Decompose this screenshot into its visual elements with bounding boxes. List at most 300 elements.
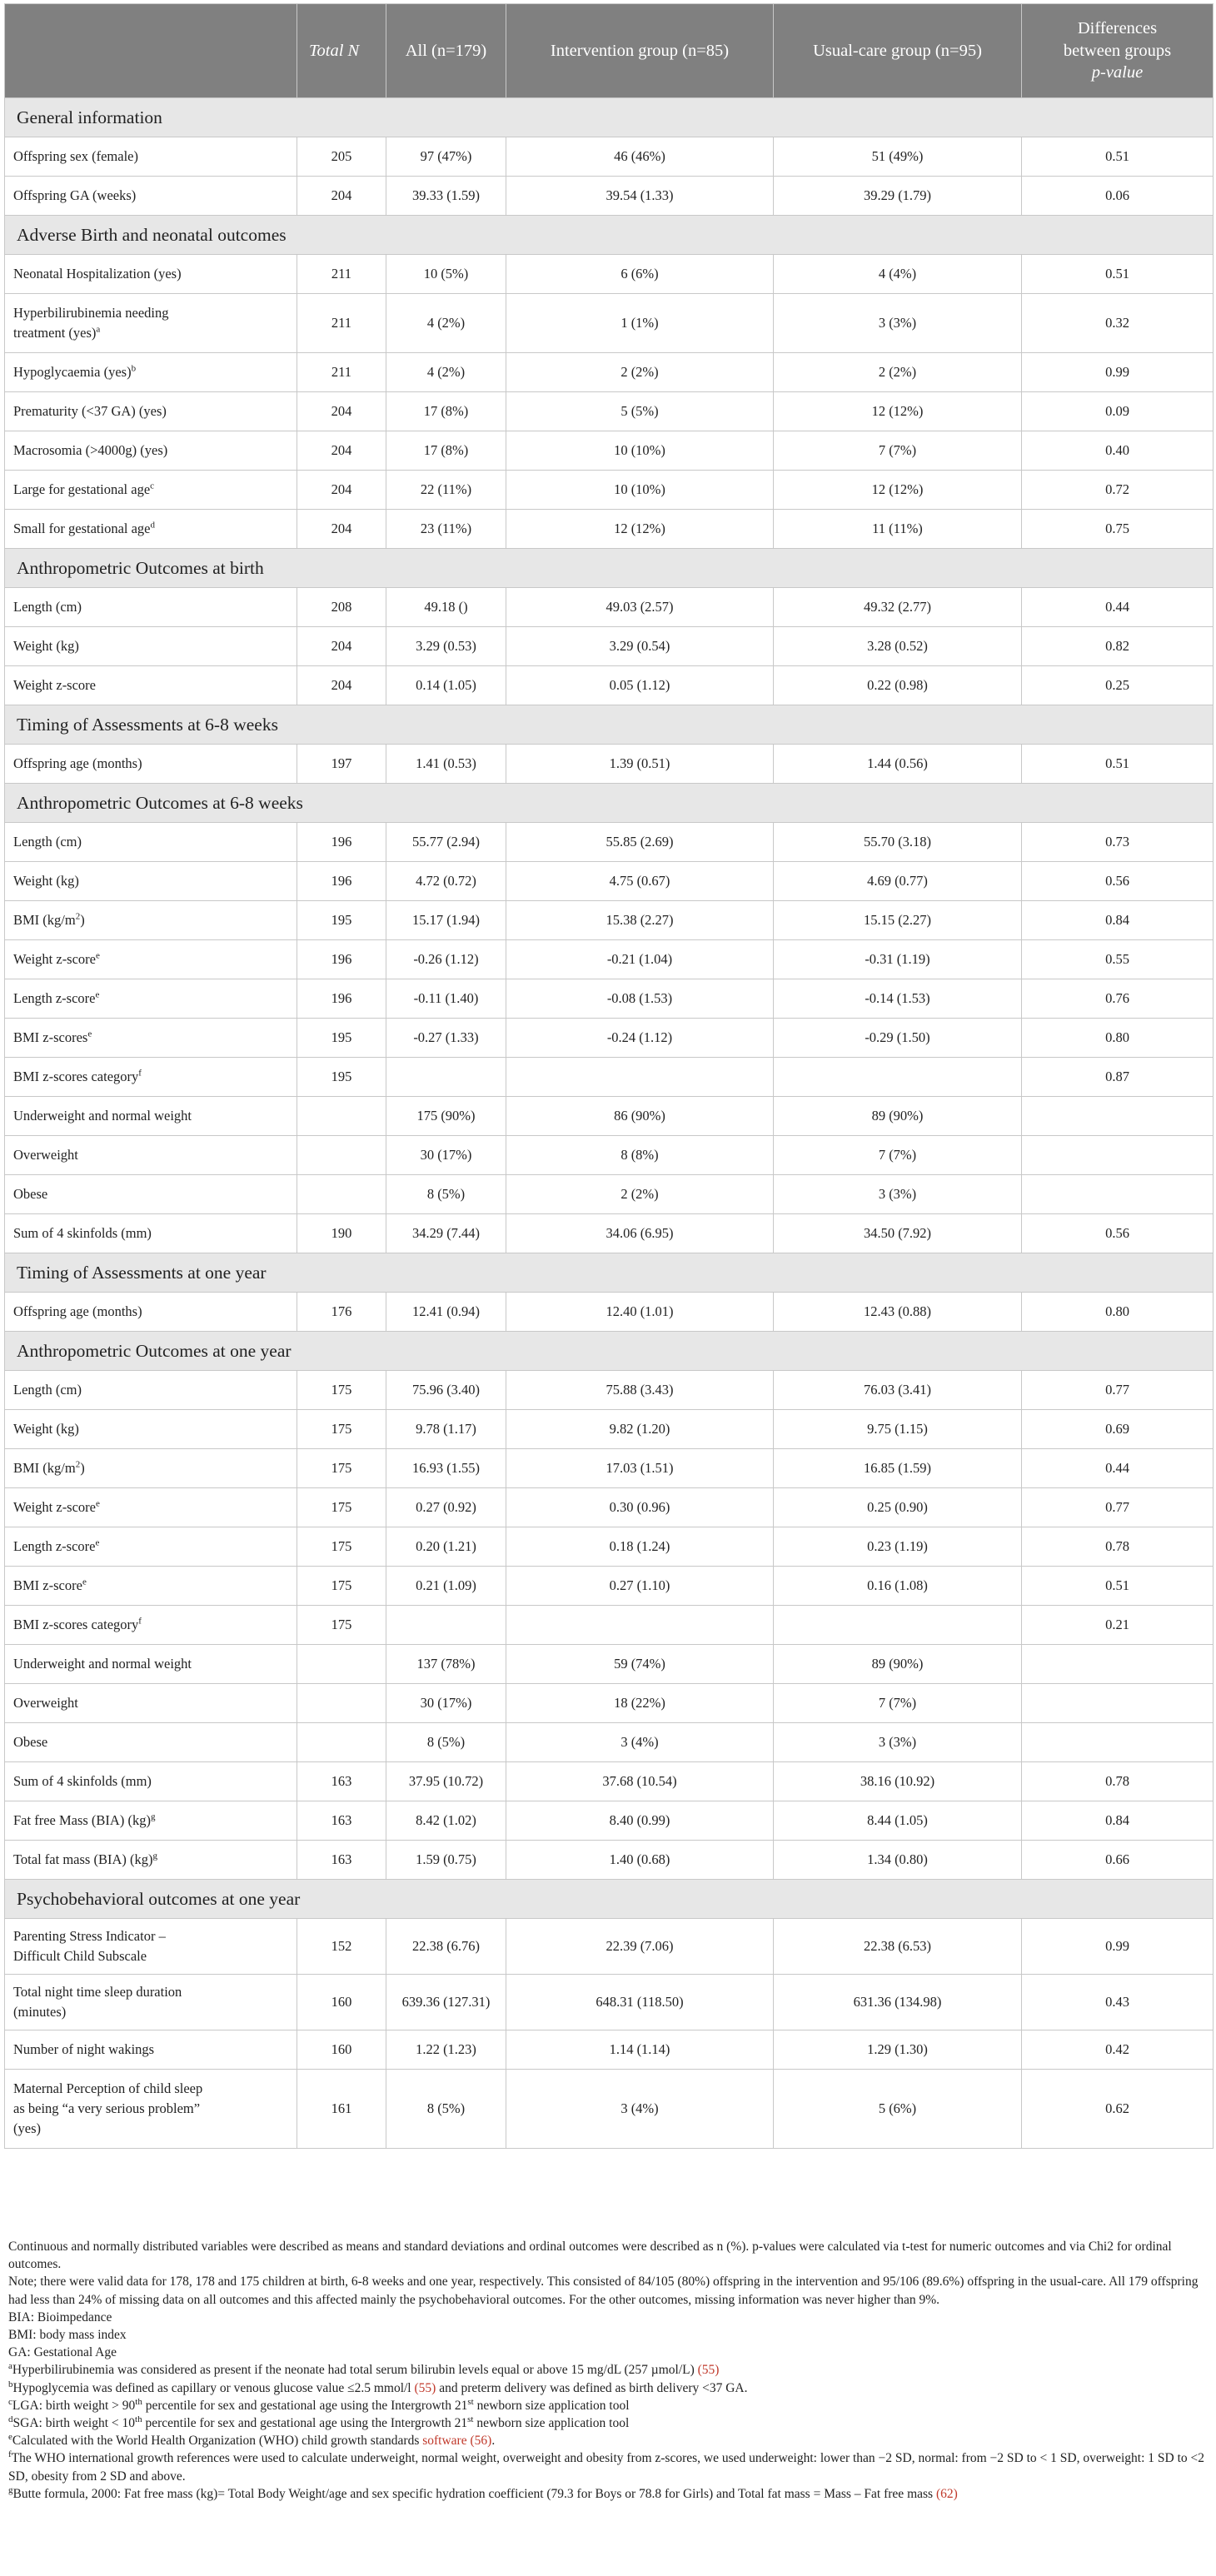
cell-total-n: 204 [297, 666, 386, 705]
cell-intervention: 4.75 (0.67) [506, 862, 774, 901]
cell-p-value: 0.55 [1022, 940, 1214, 979]
cell-all [386, 1058, 506, 1097]
cell-all: 16.93 (1.55) [386, 1449, 506, 1488]
cell-usual-care: 5 (6%) [774, 2070, 1022, 2149]
cell-p-value: 0.44 [1022, 1449, 1214, 1488]
cell-usual-care: 1.34 (0.80) [774, 1841, 1022, 1880]
note-methods: Continuous and normally distributed variables were described as means and standard deviations and ordinal outcomes were described as n (%). p-values were calculated via t-test for numeric outcomes and via Chi2 for ordinal outcomes. [8, 2240, 1172, 2272]
cell-total-n: 160 [297, 1975, 386, 2030]
cell-usual-care: -0.14 (1.53) [774, 979, 1022, 1019]
table-row [5, 1410, 1214, 1449]
cell-p-value: 0.51 [1022, 1567, 1214, 1606]
cell-intervention: 37.68 (10.54) [506, 1762, 774, 1801]
cell-total-n: 195 [297, 1058, 386, 1097]
cell-total-n: 197 [297, 745, 386, 784]
cell-intervention: 10 (10%) [506, 471, 774, 510]
section-header-row [5, 1253, 1214, 1293]
cell-total-n: 205 [297, 137, 386, 177]
row-label: Sum of 4 skinfolds (mm) [5, 1762, 297, 1801]
cell-p-value: 0.78 [1022, 1762, 1214, 1801]
table-row [5, 1975, 1214, 2030]
cell-total-n: 204 [297, 627, 386, 666]
cell-intervention: 5 (5%) [506, 392, 774, 431]
cell-p-value: 0.42 [1022, 2030, 1214, 2070]
row-label: Weight z-score$^e$ [5, 940, 297, 979]
cell-total-n: 163 [297, 1841, 386, 1880]
table-row [5, 979, 1214, 1019]
cell-intervention: 2 (2%) [506, 353, 774, 392]
cell-intervention: 1.14 (1.14) [506, 2030, 774, 2070]
cell-intervention: 6 (6%) [506, 255, 774, 294]
cell-p-value: 0.44 [1022, 588, 1214, 627]
cell-p-value [1022, 1645, 1214, 1684]
row-label: Total fat mass (BIA) (kg)$^g$ [5, 1841, 297, 1880]
section-header-row [5, 216, 1214, 255]
cell-p-value: 0.06 [1022, 177, 1214, 216]
cell-intervention: 9.82 (1.20) [506, 1410, 774, 1449]
cell-usual-care: 12.43 (0.88) [774, 1293, 1022, 1332]
table-row [5, 1449, 1214, 1488]
row-label: Total night time sleep duration (minutes) [5, 1975, 297, 2030]
cell-intervention: 8 (8%) [506, 1136, 774, 1175]
row-label: Overweight [5, 1136, 297, 1175]
cell-usual-care: 7 (7%) [774, 1136, 1022, 1175]
cell-total-n: 204 [297, 392, 386, 431]
cell-all: 4 (2%) [386, 294, 506, 353]
cell-total-n [297, 1645, 386, 1684]
row-label: Length (cm) [5, 1371, 297, 1410]
row-label: Weight z-score$^e$ [5, 1488, 297, 1527]
row-label: Offspring GA (weeks) [5, 177, 297, 216]
ref-link[interactable]: (55) [414, 2380, 436, 2395]
cell-total-n [297, 1684, 386, 1723]
table-row [5, 1919, 1214, 1975]
cell-all: 30 (17%) [386, 1684, 506, 1723]
cell-total-n: 196 [297, 862, 386, 901]
cell-usual-care: 89 (90%) [774, 1097, 1022, 1136]
table-row [5, 745, 1214, 784]
section-header-row [5, 98, 1214, 137]
cell-all: 49.18 () [386, 588, 506, 627]
section-header-row [5, 784, 1214, 823]
cell-usual-care [774, 1058, 1022, 1097]
cell-usual-care: 38.16 (10.92) [774, 1762, 1022, 1801]
cell-all: 0.20 (1.21) [386, 1527, 506, 1567]
table-row [5, 431, 1214, 471]
cell-p-value: 0.87 [1022, 1058, 1214, 1097]
table-row [5, 2070, 1214, 2149]
cell-all: 137 (78%) [386, 1645, 506, 1684]
row-label: Fat free Mass (BIA) (kg)$^g$ [5, 1801, 297, 1841]
cell-p-value: 0.73 [1022, 823, 1214, 862]
cell-p-value [1022, 1684, 1214, 1723]
cell-all: 55.77 (2.94) [386, 823, 506, 862]
row-label: Length (cm) [5, 588, 297, 627]
table-row [5, 862, 1214, 901]
cell-all: -0.26 (1.12) [386, 940, 506, 979]
row-label: Offspring age (months) [5, 745, 297, 784]
row-label: Hyperbilirubinemia needing treatment (yes)$^a$ [5, 294, 297, 353]
row-label: Obese [5, 1175, 297, 1214]
cell-total-n [297, 1136, 386, 1175]
cell-p-value [1022, 1175, 1214, 1214]
table-row [5, 353, 1214, 392]
cell-intervention: 22.39 (7.06) [506, 1919, 774, 1975]
footnote-b: $^b$Hypoglycemia was defined as capillary or venous glucose value ≤2.5 mmol/l (55) and preterm delivery was defined as birth delivery <37 GA. [8, 2379, 748, 2395]
cell-intervention: 17.03 (1.51) [506, 1449, 774, 1488]
section-header-row [5, 549, 1214, 588]
cell-intervention: 648.31 (118.50) [506, 1975, 774, 2030]
cell-all: 34.29 (7.44) [386, 1214, 506, 1253]
footnote-e: $^e$Calculated with the World Health Organization (WHO) child growth standards software (56). [8, 2432, 496, 2449]
cell-usual-care: 49.32 (2.77) [774, 588, 1022, 627]
cell-all: 0.27 (0.92) [386, 1488, 506, 1527]
header-differences: Differences between groups p-value [1022, 4, 1214, 98]
cell-intervention: 59 (74%) [506, 1645, 774, 1684]
cell-total-n: 190 [297, 1214, 386, 1253]
cell-all [386, 1606, 506, 1645]
table-row [5, 1645, 1214, 1684]
cell-usual-care: 16.85 (1.59) [774, 1449, 1022, 1488]
cell-all: -0.27 (1.33) [386, 1019, 506, 1058]
section-title: General information [5, 98, 1214, 137]
cell-all: 9.78 (1.17) [386, 1410, 506, 1449]
row-label: Weight z-score [5, 666, 297, 705]
note-valid-data: Note; there were valid data for 178, 178 and 175 children at birth, 6-8 weeks and one year, respectively. This consisted of 84/105 (80%) offspring in the intervention and 95/106 (89.6%) offspring in the usual-care. All 179 offspring had less than 24% of missing data on all outcomes and this affected mainly the psychobehavioral outcomes. For the other outcomes, missing information was never higher than 9%. [8, 2275, 1199, 2307]
table-row [5, 1019, 1214, 1058]
cell-usual-care: 76.03 (3.41) [774, 1371, 1022, 1410]
table-row [5, 588, 1214, 627]
row-label: Obese [5, 1723, 297, 1762]
header-usual-care: Usual-care group (n=95) [774, 4, 1022, 98]
cell-p-value: 0.69 [1022, 1410, 1214, 1449]
cell-all: 39.33 (1.59) [386, 177, 506, 216]
table-row [5, 2030, 1214, 2070]
cell-all: 17 (8%) [386, 431, 506, 471]
software-link[interactable]: software [422, 2434, 467, 2449]
cell-total-n: 211 [297, 353, 386, 392]
cell-intervention: -0.21 (1.04) [506, 940, 774, 979]
row-label: BMI z-score$^e$ [5, 1567, 297, 1606]
table-row [5, 1293, 1214, 1332]
ref-link[interactable]: (62) [935, 2486, 958, 2501]
cell-all: 8 (5%) [386, 1723, 506, 1762]
row-label: Macrosomia (>4000g) (yes) [5, 431, 297, 471]
row-label: BMI $(kg/m^2)$ [5, 1449, 297, 1488]
section-title: Timing of Assessments at one year [5, 1253, 1214, 1293]
cell-intervention: 0.05 (1.12) [506, 666, 774, 705]
ref-link[interactable]: (55) [697, 2363, 720, 2378]
table-row [5, 471, 1214, 510]
header-intervention: Intervention group (n=85) [506, 4, 774, 98]
note-ga: GA: Gestational Age [8, 2345, 117, 2360]
cell-total-n: 196 [297, 823, 386, 862]
cell-intervention: 55.85 (2.69) [506, 823, 774, 862]
cell-usual-care: 12 (12%) [774, 392, 1022, 431]
cell-total-n: 195 [297, 901, 386, 940]
row-label: Weight (kg) [5, 627, 297, 666]
cell-p-value: 0.75 [1022, 510, 1214, 549]
table-row [5, 1058, 1214, 1097]
cell-total-n: 175 [297, 1527, 386, 1567]
cell-total-n [297, 1097, 386, 1136]
cell-total-n: 204 [297, 431, 386, 471]
cell-all: 97 (47%) [386, 137, 506, 177]
cell-all: 639.36 (127.31) [386, 1975, 506, 2030]
section-title: Anthropometric Outcomes at 6-8 weeks [5, 784, 1214, 823]
table-row [5, 1567, 1214, 1606]
cell-usual-care: 39.29 (1.79) [774, 177, 1022, 216]
row-label: Prematurity (<37 GA) (yes) [5, 392, 297, 431]
table-row [5, 1371, 1214, 1410]
cell-usual-care: 55.70 (3.18) [774, 823, 1022, 862]
header-total-n: Total N [297, 4, 386, 98]
cell-usual-care: 15.15 (2.27) [774, 901, 1022, 940]
cell-p-value: 0.51 [1022, 745, 1214, 784]
cell-intervention: 49.03 (2.57) [506, 588, 774, 627]
cell-total-n: 163 [297, 1801, 386, 1841]
row-label: BMI z-scores category$^f$ [5, 1058, 297, 1097]
cell-intervention [506, 1058, 774, 1097]
row-label: Large for gestational age$^c$ [5, 471, 297, 510]
cell-all: 0.14 (1.05) [386, 666, 506, 705]
cell-usual-care: 8.44 (1.05) [774, 1801, 1022, 1841]
cell-all: 8 (5%) [386, 1175, 506, 1214]
row-label: Length z-score$^e$ [5, 1527, 297, 1567]
cell-usual-care: 1.29 (1.30) [774, 2030, 1022, 2070]
row-label: Neonatal Hospitalization (yes) [5, 255, 297, 294]
cell-p-value: 0.62 [1022, 2070, 1214, 2149]
ref-link[interactable]: (56) [470, 2434, 492, 2449]
cell-intervention: 75.88 (3.43) [506, 1371, 774, 1410]
cell-total-n: 175 [297, 1449, 386, 1488]
table-row [5, 1214, 1214, 1253]
cell-p-value: 0.32 [1022, 294, 1214, 353]
table-row [5, 901, 1214, 940]
cell-usual-care: 1.44 (0.56) [774, 745, 1022, 784]
header-all: All (n=179) [386, 4, 506, 98]
table-row [5, 1097, 1214, 1136]
cell-intervention: 2 (2%) [506, 1175, 774, 1214]
cell-all: 10 (5%) [386, 255, 506, 294]
cell-all: 22.38 (6.76) [386, 1919, 506, 1975]
cell-intervention: 3 (4%) [506, 1723, 774, 1762]
cell-usual-care: 0.25 (0.90) [774, 1488, 1022, 1527]
footnote-c: $^c$LGA: birth weight > 90th percentile for sex and gestational age using the Intergrowth 21st newborn size application tool [8, 2396, 630, 2413]
cell-all: 3.29 (0.53) [386, 627, 506, 666]
cell-total-n: 175 [297, 1606, 386, 1645]
cell-total-n: 211 [297, 255, 386, 294]
cell-total-n: 204 [297, 177, 386, 216]
cell-usual-care: 7 (7%) [774, 431, 1022, 471]
section-header-row [5, 1332, 1214, 1371]
cell-intervention: 86 (90%) [506, 1097, 774, 1136]
table-row [5, 255, 1214, 294]
cell-p-value [1022, 1097, 1214, 1136]
row-label: Offspring age (months) [5, 1293, 297, 1332]
cell-usual-care: 11 (11%) [774, 510, 1022, 549]
cell-all: 4.72 (0.72) [386, 862, 506, 901]
table-row [5, 627, 1214, 666]
table-row [5, 1762, 1214, 1801]
cell-p-value: 0.99 [1022, 353, 1214, 392]
cell-intervention: 8.40 (0.99) [506, 1801, 774, 1841]
cell-usual-care: 51 (49%) [774, 137, 1022, 177]
section-title: Anthropometric Outcomes at birth [5, 549, 1214, 588]
cell-p-value: 0.72 [1022, 471, 1214, 510]
row-label: Length z-score$^e$ [5, 979, 297, 1019]
cell-p-value: 0.43 [1022, 1975, 1214, 2030]
section-title: Timing of Assessments at 6-8 weeks [5, 705, 1214, 745]
cell-all: 37.95 (10.72) [386, 1762, 506, 1801]
cell-total-n: 204 [297, 510, 386, 549]
row-label: Small for gestational age$^d$ [5, 510, 297, 549]
table-row [5, 1684, 1214, 1723]
cell-all: 0.21 (1.09) [386, 1567, 506, 1606]
cell-total-n: 211 [297, 294, 386, 353]
cell-p-value: 0.78 [1022, 1527, 1214, 1567]
cell-total-n [297, 1723, 386, 1762]
note-bia: BIA: Bioimpedance [8, 2309, 112, 2324]
cell-p-value: 0.25 [1022, 666, 1214, 705]
table-row [5, 666, 1214, 705]
cell-p-value: 0.84 [1022, 901, 1214, 940]
table-row [5, 137, 1214, 177]
row-label: Weight (kg) [5, 1410, 297, 1449]
row-label: Hypoglycaemia (yes)$^b$ [5, 353, 297, 392]
cell-usual-care: 12 (12%) [774, 471, 1022, 510]
cell-p-value: 0.66 [1022, 1841, 1214, 1880]
cell-p-value: 0.77 [1022, 1371, 1214, 1410]
cell-usual-care [774, 1606, 1022, 1645]
header-blank [5, 4, 297, 98]
cell-usual-care: -0.29 (1.50) [774, 1019, 1022, 1058]
cell-usual-care: 3 (3%) [774, 1175, 1022, 1214]
cell-intervention: 3.29 (0.54) [506, 627, 774, 666]
table-row [5, 823, 1214, 862]
cell-all: 15.17 (1.94) [386, 901, 506, 940]
row-label: Length (cm) [5, 823, 297, 862]
row-label: BMI z-scores$^e$ [5, 1019, 297, 1058]
cell-total-n: 196 [297, 940, 386, 979]
cell-all: 4 (2%) [386, 353, 506, 392]
section-header-row [5, 1880, 1214, 1919]
cell-intervention: 0.30 (0.96) [506, 1488, 774, 1527]
note-bmi: BMI: body mass index [8, 2328, 127, 2343]
cell-total-n: 208 [297, 588, 386, 627]
cell-intervention: 18 (22%) [506, 1684, 774, 1723]
cell-total-n: 161 [297, 2070, 386, 2149]
cell-p-value: 0.40 [1022, 431, 1214, 471]
section-title: Anthropometric Outcomes at one year [5, 1332, 1214, 1371]
cell-total-n: 204 [297, 471, 386, 510]
cell-all: 22 (11%) [386, 471, 506, 510]
table-row [5, 1527, 1214, 1567]
cell-usual-care: 7 (7%) [774, 1684, 1022, 1723]
cell-p-value: 0.51 [1022, 137, 1214, 177]
cell-usual-care: 3 (3%) [774, 294, 1022, 353]
results-table [4, 3, 1214, 2149]
table-row [5, 1175, 1214, 1214]
cell-usual-care: 4.69 (0.77) [774, 862, 1022, 901]
row-label: Underweight and normal weight [5, 1097, 297, 1136]
row-label: Maternal Perception of child sleep as being “a very serious problem” (yes) [5, 2070, 297, 2149]
cell-usual-care: 631.36 (134.98) [774, 1975, 1022, 2030]
cell-total-n: 196 [297, 979, 386, 1019]
table-header-row [5, 4, 1214, 98]
section-title: Adverse Birth and neonatal outcomes [5, 216, 1214, 255]
cell-intervention: 46 (46%) [506, 137, 774, 177]
cell-total-n: 175 [297, 1371, 386, 1410]
cell-intervention: 0.27 (1.10) [506, 1567, 774, 1606]
cell-usual-care: 9.75 (1.15) [774, 1410, 1022, 1449]
cell-p-value [1022, 1136, 1214, 1175]
footnote-a: $^a$Hyperbilirubinemia was considered as present if the neonate had total serum bilirubin levels equal or above 15 mg/dL (257 µmol/L) (55) [8, 2361, 720, 2378]
cell-usual-care: 22.38 (6.53) [774, 1919, 1022, 1975]
cell-usual-care: 0.23 (1.19) [774, 1527, 1022, 1567]
table-row [5, 940, 1214, 979]
row-label: Weight (kg) [5, 862, 297, 901]
cell-all: 8.42 (1.02) [386, 1801, 506, 1841]
section-header-row [5, 705, 1214, 745]
footnote-f: $^f$The WHO international growth references were used to calculate underweight, normal weight, overweight and obesity from z-scores, we used underweight: lower than −2 SD, normal: from −2 SD to < 1 SD, overweight: 1 SD to <2 SD, obesity from 2 SD and above. [8, 2449, 1204, 2484]
cell-intervention: 1.40 (0.68) [506, 1841, 774, 1880]
row-label: Overweight [5, 1684, 297, 1723]
cell-intervention: 0.18 (1.24) [506, 1527, 774, 1567]
cell-p-value: 0.80 [1022, 1293, 1214, 1332]
table-row [5, 294, 1214, 353]
cell-p-value: 0.56 [1022, 1214, 1214, 1253]
table-row [5, 1723, 1214, 1762]
cell-p-value: 0.21 [1022, 1606, 1214, 1645]
cell-total-n [297, 1175, 386, 1214]
cell-intervention: 34.06 (6.95) [506, 1214, 774, 1253]
cell-total-n: 160 [297, 2030, 386, 2070]
cell-all: 1.22 (1.23) [386, 2030, 506, 2070]
cell-total-n: 175 [297, 1488, 386, 1527]
cell-intervention: 12.40 (1.01) [506, 1293, 774, 1332]
cell-p-value: 0.51 [1022, 255, 1214, 294]
cell-usual-care: 0.22 (0.98) [774, 666, 1022, 705]
table-row [5, 1801, 1214, 1841]
cell-all: 23 (11%) [386, 510, 506, 549]
cell-all: 8 (5%) [386, 2070, 506, 2149]
cell-intervention: 39.54 (1.33) [506, 177, 774, 216]
cell-all: 12.41 (0.94) [386, 1293, 506, 1332]
cell-total-n: 176 [297, 1293, 386, 1332]
row-label: BMI z-scores category$^f$ [5, 1606, 297, 1645]
cell-usual-care: 34.50 (7.92) [774, 1214, 1022, 1253]
cell-intervention [506, 1606, 774, 1645]
table-row [5, 1136, 1214, 1175]
row-label: Offspring sex (female) [5, 137, 297, 177]
footnote-g: $^g$Butte formula, 2000: Fat free mass (kg)= Total Body Weight/age and sex specific hydration coefficient (79.3 for Boys or 78.8 for Girls) and Total fat mass = Mass – Fat free mass (62) [8, 2484, 958, 2501]
cell-total-n: 175 [297, 1410, 386, 1449]
cell-p-value: 0.09 [1022, 392, 1214, 431]
footnote-d: $^d$SGA: birth weight < 10th percentile for sex and gestational age using the Intergrowth 21st newborn size application tool [8, 2414, 630, 2431]
cell-p-value: 0.80 [1022, 1019, 1214, 1058]
cell-intervention: -0.24 (1.12) [506, 1019, 774, 1058]
table-row [5, 177, 1214, 216]
cell-p-value: 0.56 [1022, 862, 1214, 901]
cell-usual-care: 3 (3%) [774, 1723, 1022, 1762]
cell-p-value: 0.84 [1022, 1801, 1214, 1841]
cell-p-value: 0.99 [1022, 1919, 1214, 1975]
cell-intervention: 3 (4%) [506, 2070, 774, 2149]
row-label: Parenting Stress Indicator – Difficult Child Subscale [5, 1919, 297, 1975]
row-label: Underweight and normal weight [5, 1645, 297, 1684]
table-row [5, 1488, 1214, 1527]
